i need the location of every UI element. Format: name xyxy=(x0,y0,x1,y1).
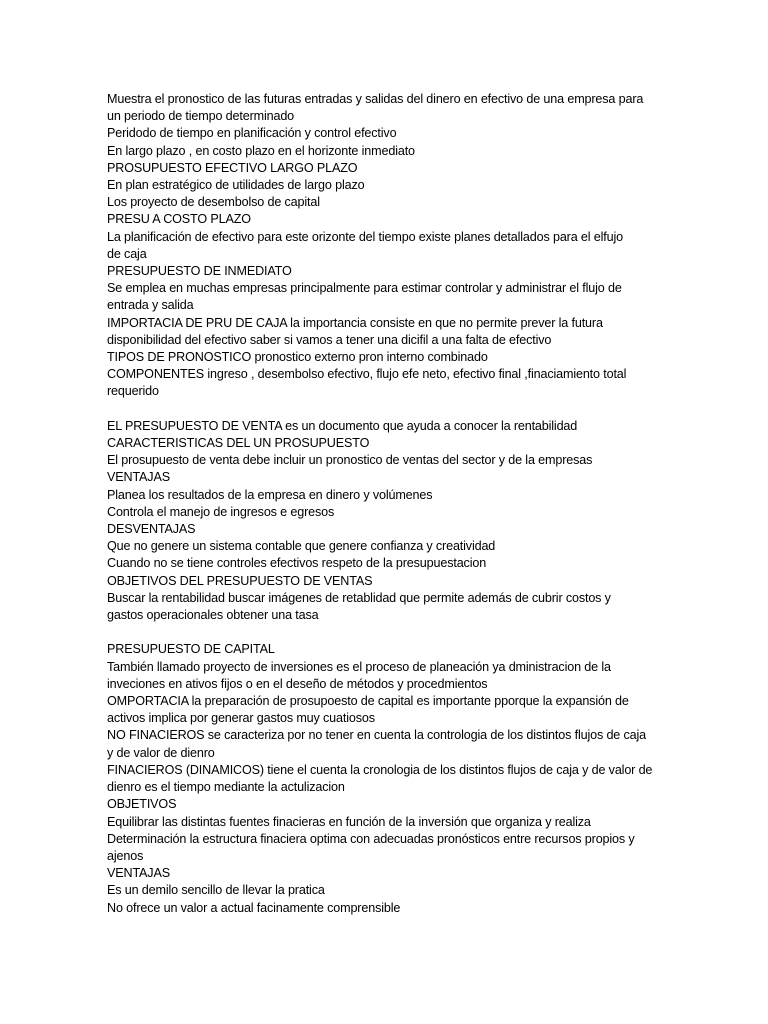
text-line: También llamado proyecto de inversiones es el proceso de planeación ya dministracion de la xyxy=(107,659,611,674)
paragraph-gap xyxy=(107,624,667,641)
paragraph xyxy=(107,91,667,401)
text-line: PRESUPUESTO DE INMEDIATO xyxy=(107,264,292,279)
text-line: y de valor de dienro xyxy=(107,745,215,760)
text-line: No ofrece un valor a actual facinamente comprensible xyxy=(107,900,401,915)
text-line: de caja xyxy=(107,246,147,261)
text-line: Los proyecto de desembolso de capital xyxy=(107,195,320,210)
text-line: VENTAJAS xyxy=(107,470,170,485)
text-line: PRESUPUESTO DE CAPITAL xyxy=(107,642,275,657)
text-line: Peridodo de tiempo en planificación y control efectivo xyxy=(107,126,397,141)
paragraph xyxy=(107,641,667,916)
text-line: entrada y salida xyxy=(107,298,194,313)
text-line: Buscar la rentabilidad buscar imágenes de retablidad que permite además de cubrir costos y xyxy=(107,590,611,605)
paragraph-gap xyxy=(107,401,667,418)
text-line: Planea los resultados de la empresa en dinero y volúmenes xyxy=(107,487,433,502)
paragraph xyxy=(107,418,667,624)
text-line: OBJETIVOS xyxy=(107,797,177,812)
text-line: La planificación de efectivo para este orizonte del tiempo existe planes detallados para el elfujo xyxy=(107,229,623,244)
text-line: gastos operacionales obtener una tasa xyxy=(107,608,319,623)
text-line: PROSUPUESTO EFECTIVO LARGO PLAZO xyxy=(107,160,358,175)
text-line: Cuando no se tiene controles efectivos respeto de la presupuestacion xyxy=(107,556,487,571)
text-line: Se emplea en muchas empresas principalmente para estimar controlar y administrar el flujo de xyxy=(107,281,622,296)
text-line: PRESU A COSTO PLAZO xyxy=(107,212,251,227)
text-line: disponibilidad del efectivo saber si vamos a tener una dicifil a una falta de efectivo xyxy=(107,332,552,347)
text-line: requerido xyxy=(107,384,159,399)
text-line: NO FINACIEROS se caracteriza por no tener en cuenta la contrologia de los distintos flujos de caja xyxy=(107,728,647,743)
text-line: inveciones en ativos fijos o en el deseño de métodos y procedmientos xyxy=(107,676,488,691)
text-line: En largo plazo , en costo plazo en el horizonte inmediato xyxy=(107,143,415,158)
text-line: VENTAJAS xyxy=(107,866,170,881)
text-line: Controla el manejo de ingresos e egresos xyxy=(107,504,335,519)
text-line: En plan estratégico de utilidades de largo plazo xyxy=(107,178,365,193)
text-line: DESVENTAJAS xyxy=(107,522,196,537)
text-line: un periodo de tiempo determinado xyxy=(107,109,295,124)
text-line: COMPONENTES ingreso , desembolso efectivo, flujo efe neto, efectivo final ,finaciamiento total xyxy=(107,367,627,382)
text-line: Muestra el pronostico de las futuras entradas y salidas del dinero en efectivo de una empresa para xyxy=(107,92,644,106)
text-line: CARACTERISTICAS DEL UN PROSUPUESTO xyxy=(107,436,370,451)
text-line: ajenos xyxy=(107,848,144,863)
text-line: FINACIEROS (DINAMICOS) tiene el cuenta la cronologia de los distintos flujos de caja y de valor de xyxy=(107,762,653,777)
text-line: Equilibrar las distintas fuentes finacieras en función de la inversión que organiza y realiza xyxy=(107,814,591,829)
text-line: El prosupuesto de venta debe incluir un pronostico de ventas del sector y de la empresas xyxy=(107,453,593,468)
text-line: IMPORTACIA DE PRU DE CAJA la importancia consiste en que no permite prever la futura xyxy=(107,315,603,330)
text-line: EL PRESUPUESTO DE VENTA es un documento que ayuda a conocer la rentabilidad xyxy=(107,418,578,433)
text-line: OBJETIVOS DEL PRESUPUESTO DE VENTAS xyxy=(107,573,373,588)
text-line: activos implica por generar gastos muy cuatiosos xyxy=(107,711,375,726)
document-body xyxy=(107,91,667,917)
text-line: OMPORTACIA la preparación de prosupoesto de capital es importante pporque la expansión de xyxy=(107,694,629,709)
text-line: Determinación la estructura finaciera optima con adecuadas pronósticos entre recursos propios y xyxy=(107,831,635,846)
text-line: Es un demilo sencillo de llevar la pratica xyxy=(107,883,325,898)
text-line: TIPOS DE PRONOSTICO pronostico externo pron interno combinado xyxy=(107,350,488,365)
text-line: Que no genere un sistema contable que genere confianza y creatividad xyxy=(107,539,496,554)
text-line: dienro es el tiempo mediante la actulizacion xyxy=(107,780,345,795)
